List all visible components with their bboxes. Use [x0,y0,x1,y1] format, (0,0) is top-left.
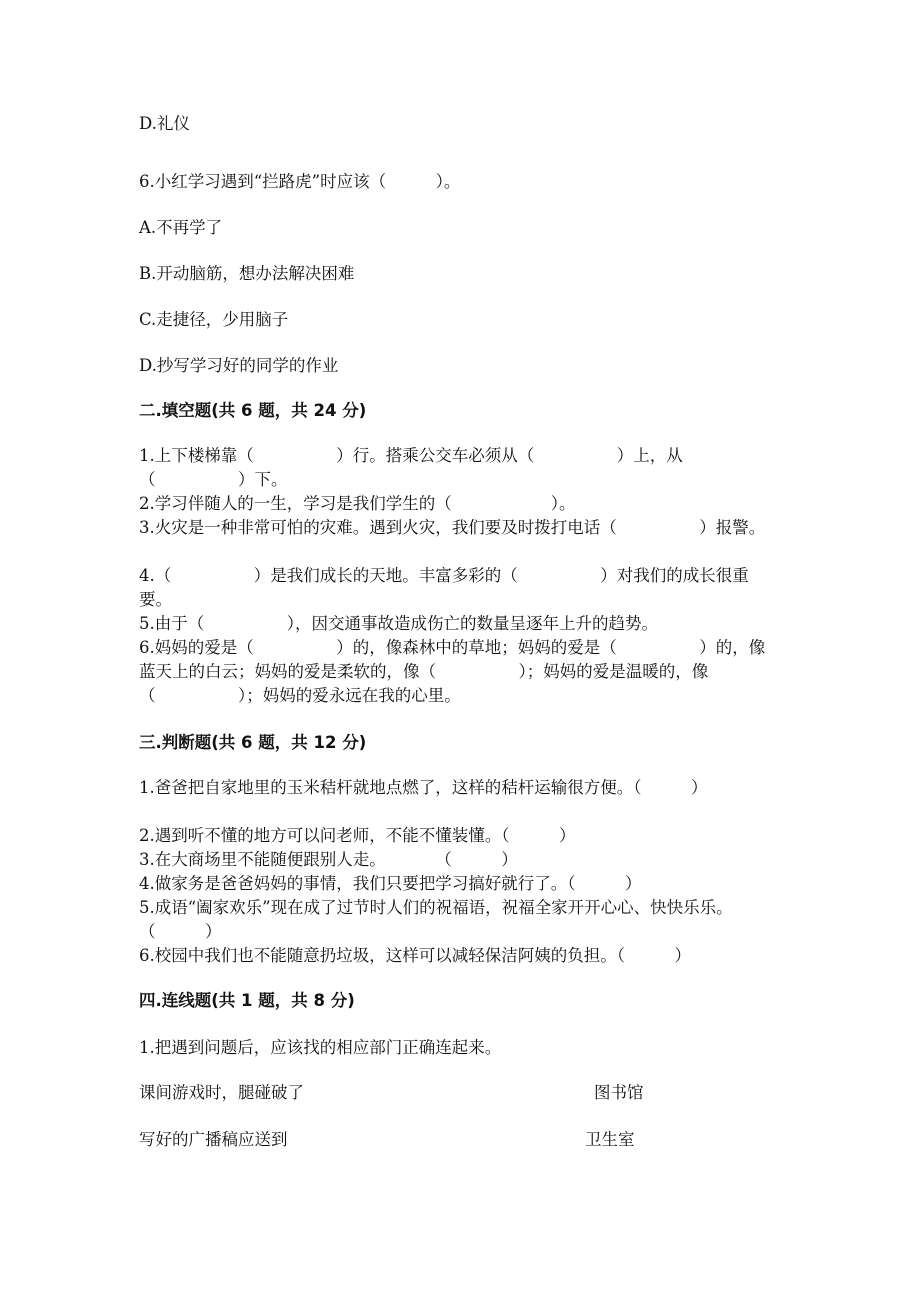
judge-item-6: 6.校园中我们也不能随意扔垃圾，这样可以减轻保洁阿姨的负担。（ ） [139,946,691,965]
q6-option-c: C.走捷径，少用脑子 [139,310,289,329]
fill-item-6: 6.妈妈的爱是（ ）的，像森林中的草地；妈妈的爱是（ ）的，像蓝天上的白云；妈妈的爱是柔软的，像（ ）；妈妈的爱是温暖的，像（ ）；妈妈的爱永远在我的心里。 [139,638,766,705]
fill-item-5: 5.由于（ ），因交通事故造成伤亡的数量呈逐年上升的趋势。 [139,614,658,633]
q6-stem: 6.小红学习遇到“拦路虎”时应该（ ）。 [139,172,461,191]
match-left-1: 课间游戏时，腿碰破了 [139,1083,304,1102]
fill-item-3: 3.火灾是一种非常可怕的灾难。遇到火灾，我们要及时拨打电话（ ）报警。 [139,518,766,537]
q6-option-d: D.抄写学习好的同学的作业 [139,356,339,375]
section-title-match: 四.连线题(共 1 题，共 8 分) [139,991,355,1010]
judge-item-2: 2.遇到听不懂的地方可以问老师，不能不懂装懂。（ ） [139,826,576,845]
match-right-2: 卫生室 [585,1130,635,1149]
match-right-1: 图书馆 [594,1083,644,1102]
section-title-fill: 二.填空题(共 6 题，共 24 分) [139,401,367,420]
fill-item-2: 2.学习伴随人的一生，学习是我们学生的（ ）。 [139,494,576,513]
fill-item-4: 4.（ ）是我们成长的天地。丰富多彩的（ ）对我们的成长很重要。 [139,566,749,609]
q6-option-a: A.不再学了 [139,218,223,237]
fill-item-1: 1.上下楼梯靠（ ）行。搭乘公交车必须从（ ）上，从（ ）下。 [139,446,683,489]
judge-item-4: 4.做家务是爸爸妈妈的事情，我们只要把学习搞好就行了。（ ） [139,874,642,893]
q5-option-d: D.礼仪 [139,114,190,133]
judge-item-1: 1.爸爸把自家地里的玉米秸杆就地点燃了，这样的秸杆运输很方便。（ ） [139,778,708,797]
section-title-judge: 三.判断题(共 6 题，共 12 分) [139,733,367,752]
match-left-2: 写好的广播稿应送到 [139,1130,288,1149]
judge-item-3: 3.在大商场里不能随便跟别人走。 （ ） [139,850,518,869]
q6-option-b: B.开动脑筋，想办法解决困难 [139,264,355,283]
judge-item-5: 5.成语“阖家欢乐”现在成了过节时人们的祝福语，祝福全家开开心心、快快乐乐。（ ） [139,898,733,941]
match-instruction: 1.把遇到问题后，应该找的相应部门正确连起来。 [139,1038,502,1057]
